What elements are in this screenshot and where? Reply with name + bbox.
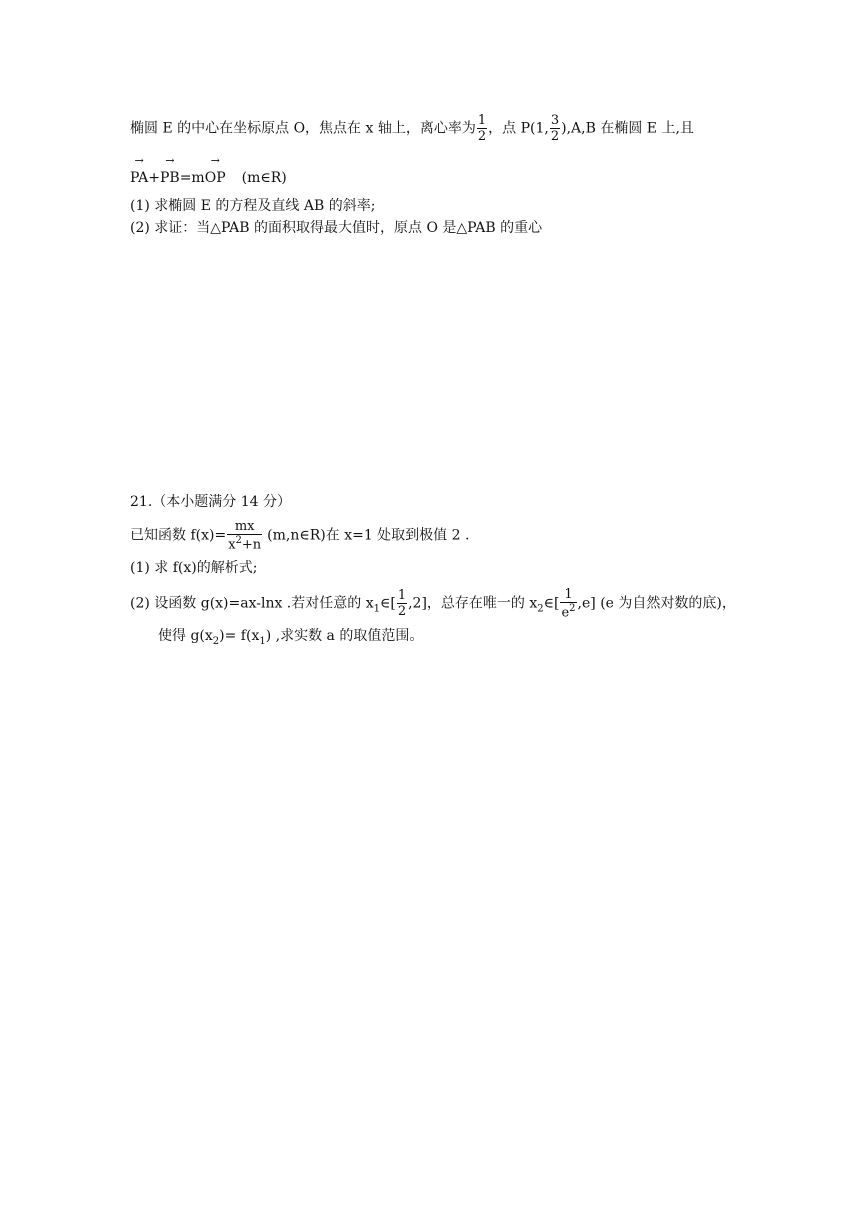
vector-equation bbox=[130, 154, 287, 188]
frac-denominator: 2 bbox=[550, 129, 560, 144]
intro-after: ),A,B 在椭圆 E 上,且 bbox=[561, 120, 694, 137]
eccentricity-fraction bbox=[477, 114, 487, 143]
given-lead: 已知函数 f(x)= bbox=[130, 527, 227, 544]
vector-pa: → PA bbox=[130, 154, 149, 186]
range1-fraction: $\frac{1}{2}$ bbox=[397, 588, 407, 620]
problem21-part2: (2) 设函数 g(x)=ax-lnx .若对任意的 $x_1\in$[ $\frac{1}{2}$ ,2]，总存在唯一的 $x_2\in$[ $\frac{1}{e^2}$ ,e] (e 为自然对数的底)， bbox=[130, 587, 736, 621]
frac-denominator: 2 bbox=[477, 129, 487, 144]
problem21-given bbox=[130, 520, 469, 551]
frac-denominator: $x^2+n$ bbox=[228, 535, 262, 553]
problem21-header: 21.（本小题满分 14 分） bbox=[130, 494, 291, 510]
frac-numerator: 3 bbox=[550, 113, 560, 128]
condition: (m∈R) bbox=[241, 170, 287, 186]
function-fraction bbox=[227, 520, 262, 551]
plus-sign: + bbox=[148, 170, 160, 186]
frac-numerator: mx bbox=[234, 519, 255, 534]
intro-text: 椭圆 E 的中心在坐标原点 O，焦点在 x 轴上，离心率为 bbox=[130, 120, 476, 137]
problem20-intro bbox=[130, 114, 694, 143]
intro-point-lead: ，点 P(1, bbox=[488, 120, 549, 137]
problem20-part1: (1) 求椭圆 E 的方程及直线 AB 的斜率; bbox=[130, 198, 376, 214]
vector-pb: → PB bbox=[159, 154, 180, 186]
problem21-part1: (1) 求 f(x)的解析式; bbox=[130, 560, 258, 576]
given-tail: (m,n∈R)在 x=1 处取到极值 2 . bbox=[267, 527, 470, 544]
part2-lead: (2) 设函数 g(x)=ax-lnx .若对任意的 x bbox=[130, 595, 374, 612]
frac-numerator: 1 bbox=[477, 113, 487, 128]
problem20-part2: (2) 求证：当△PAB 的面积取得最大值时，原点 O 是△PAB 的重心 bbox=[130, 220, 543, 236]
point-fraction bbox=[550, 114, 560, 143]
range2-fraction: $\frac{1}{e^2}$ bbox=[561, 587, 576, 621]
problem21-part2-line2: 使得 $g(x_2)= f(x_1)$ ,求实数 a 的取值范围。 bbox=[158, 628, 424, 647]
equals-m: =m bbox=[179, 170, 205, 186]
vector-op: → OP bbox=[204, 154, 226, 186]
